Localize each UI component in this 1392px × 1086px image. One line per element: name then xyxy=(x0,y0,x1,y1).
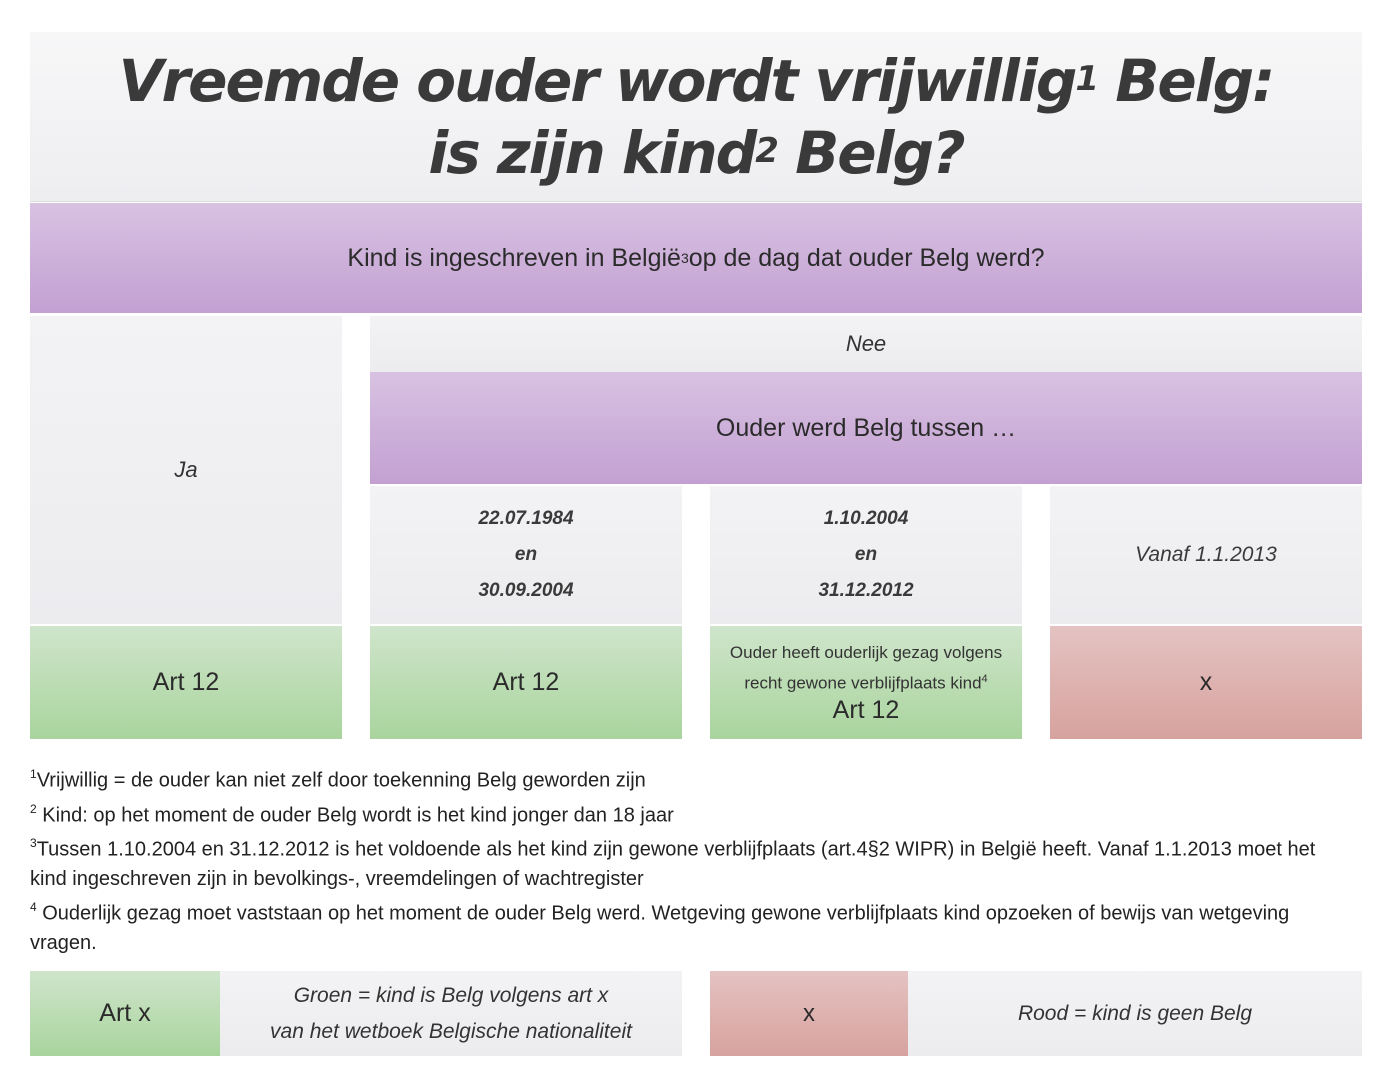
result-period2-art12 xyxy=(710,626,1022,739)
period-2004-2012 xyxy=(710,486,1022,624)
period-1984-2004 xyxy=(370,486,682,624)
question-parent-became-belgian-between: Ouder werd Belg tussen … xyxy=(370,372,1362,484)
period-from: 1.10.2004 xyxy=(823,508,909,529)
legend-red-swatch: x xyxy=(710,971,908,1056)
period-label: Vanaf 1.1.2013 xyxy=(1135,543,1277,566)
answer-nee: Nee xyxy=(370,316,1362,372)
footnote-3: $^3$Tussen 1.10.2004 en 31.12.2012 is het voldoende als het kind zijn gewone verblijfplaats (art.4§2 WIPR) in België heeft. Vanaf 1.1.2013 moet het kind ingeschreven zijn in bevolkings-, vreemdelingen of wachtregister xyxy=(30,836,1316,890)
period-from: 22.07.1984 xyxy=(478,508,574,529)
legend-red-text: Rood = kind is geen Belg xyxy=(908,971,1362,1056)
diagram-title xyxy=(30,32,1362,202)
question-registered-in-belgium: Kind is ingeschreven in België 3 op de dag dat ouder Belg werd? xyxy=(30,203,1362,313)
result-period1-art12: Art 12 xyxy=(370,626,682,739)
result-condition: Ouder heeft ouderlijk gezag volgens recht gewone verblijfplaats kind$^4$ xyxy=(729,642,1003,693)
period-to: 31.12.2012 xyxy=(818,580,914,601)
footnote-1: $^1$Vrijwillig = de ouder kan niet zelf door toekenning Belg geworden zijn xyxy=(30,767,646,792)
footnote-2: $^2$ Kind: op het moment de ouder Belg wordt is het kind jonger dan 18 jaar xyxy=(30,801,674,827)
footnotes xyxy=(30,761,1320,958)
period-from-2013 xyxy=(1050,486,1362,624)
result-ja-art12: Art 12 xyxy=(30,626,342,739)
period-to: 30.09.2004 xyxy=(478,580,574,601)
result-period3-not-belgian: x xyxy=(1050,626,1362,739)
period-connector: en xyxy=(854,544,878,565)
title-line-1: Vreemde ouder wordt vrijwillig$^1$ Belg: xyxy=(118,46,1274,115)
result-article: Art 12 xyxy=(832,696,900,725)
period-connector: en xyxy=(514,544,538,565)
title-line-2: is zijn kind$^2$ Belg? xyxy=(428,118,964,187)
answer-ja: Ja xyxy=(30,316,342,624)
footnote-4: $^4$ Ouderlijk gezag moet vaststaan op het moment de ouder Belg werd. Wetgeving gewone verblijfplaats kind opzoeken of bewijs van wetgeving vragen. xyxy=(30,899,1290,954)
legend-green-swatch: Art x xyxy=(30,971,220,1056)
legend-green-text: Groen = kind is Belg volgens art x van het wetboek Belgische nationaliteit xyxy=(220,971,682,1056)
